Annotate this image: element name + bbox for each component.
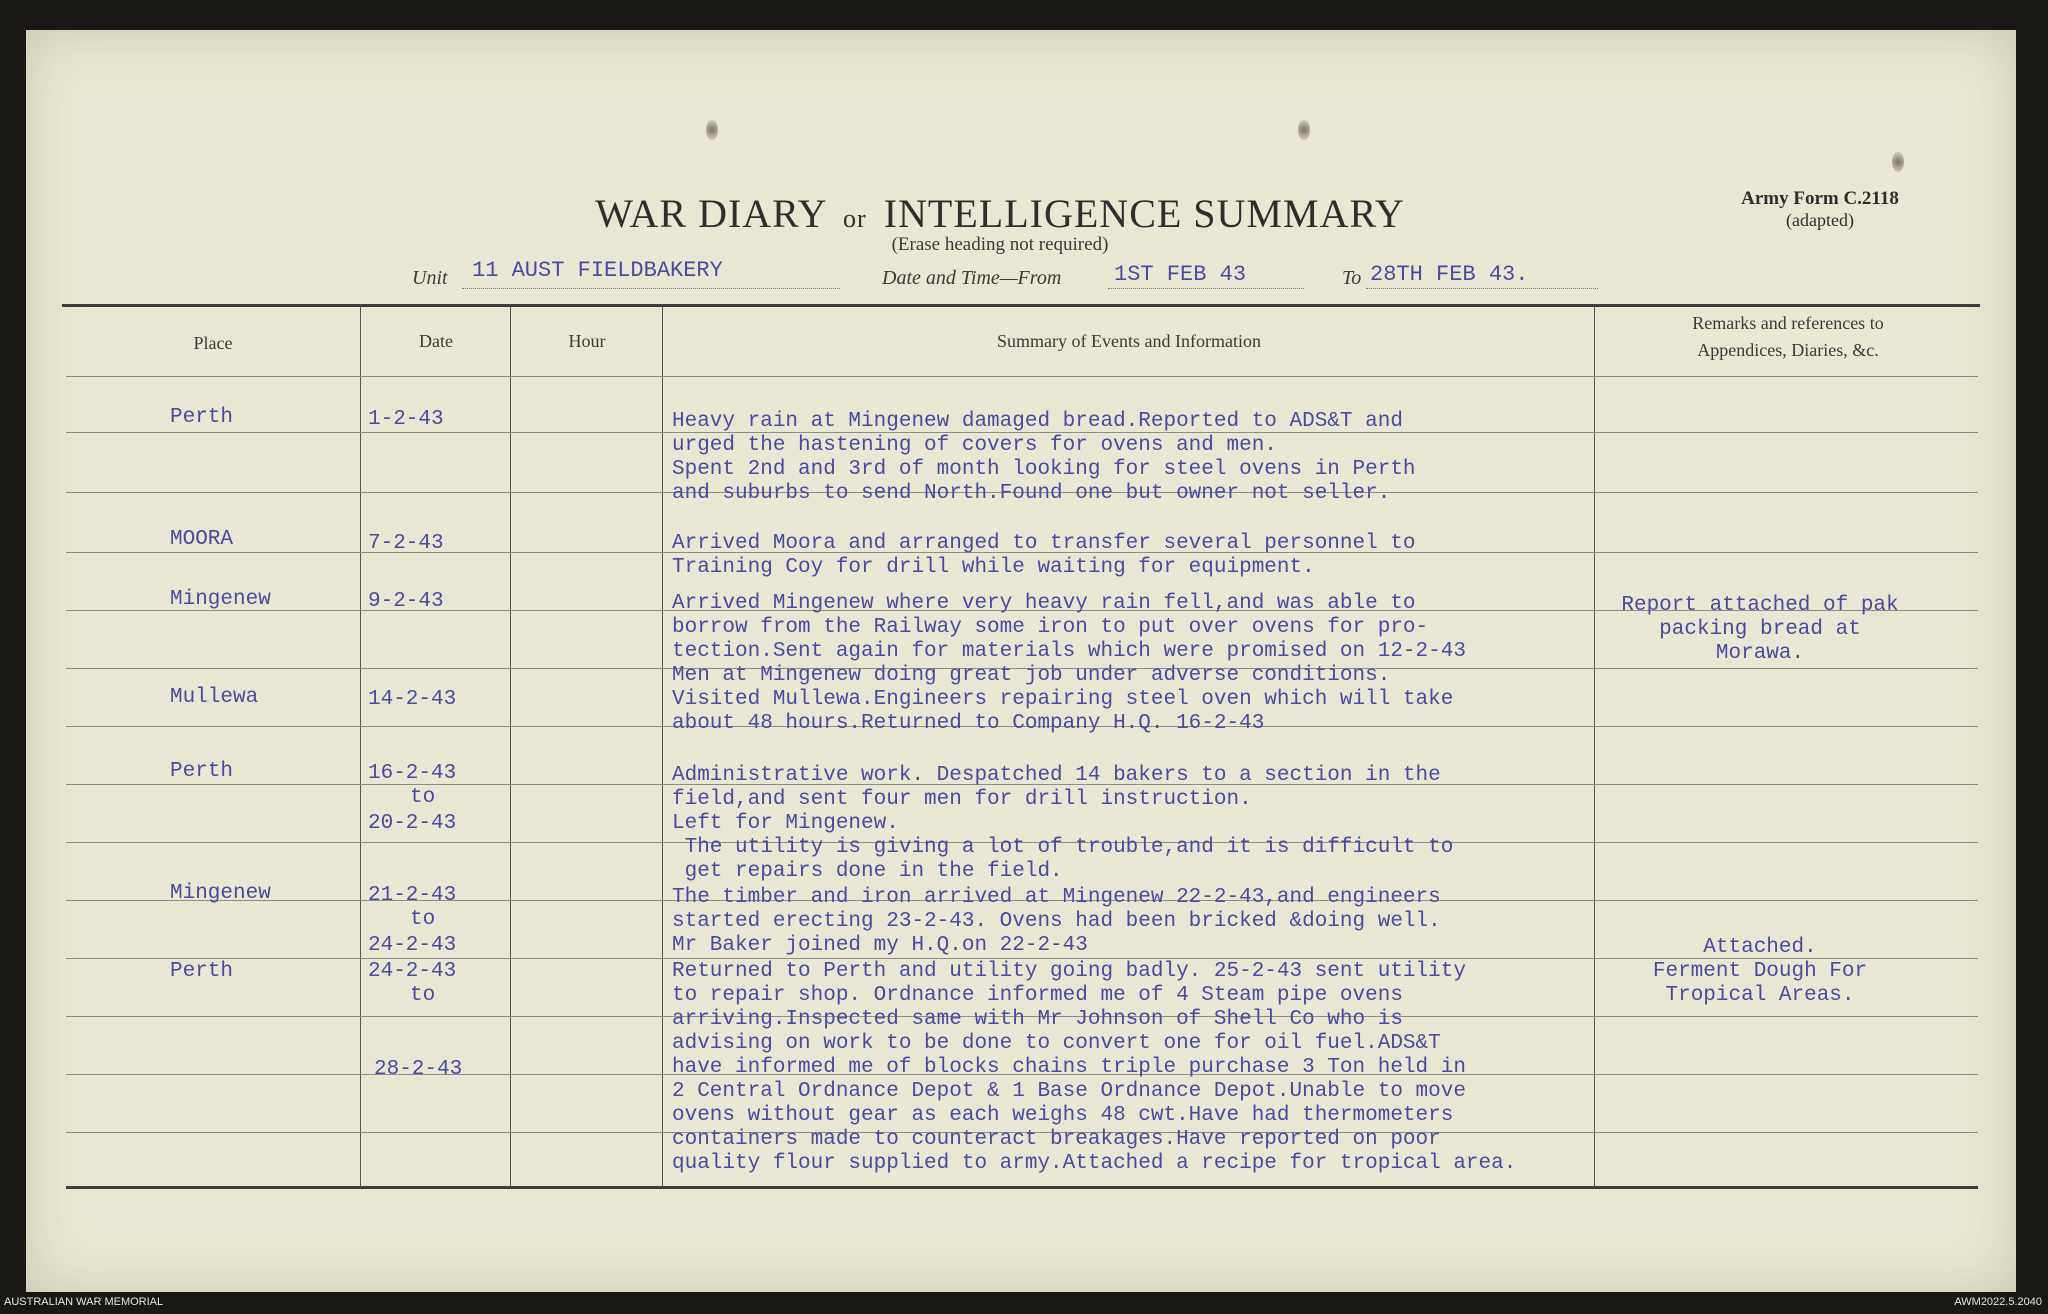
column-divider (510, 305, 511, 1187)
summary-line: arriving.Inspected same with Mr Johnson of Shell Co who is (672, 1008, 1403, 1031)
date-entry: to (410, 984, 436, 1007)
date-from-value: 1ST FEB 43 (1114, 262, 1247, 287)
punch-hole (1892, 152, 1904, 172)
date-to-underline (1366, 288, 1598, 289)
summary-line: started erecting 23-2-43. Ovens had been bricked &doing well. (672, 910, 1441, 933)
date-entry: to (410, 908, 436, 931)
place-entry: Perth (170, 406, 234, 429)
summary-line: to repair shop. Ordnance informed me of 4 Steam pipe ovens (672, 984, 1403, 1007)
date-to-label: To (1342, 267, 1362, 289)
remark-line: Morawa. (1715, 642, 1805, 665)
date-entry: 28-2-43 (374, 1058, 463, 1081)
table-bottom-rule (66, 1186, 1978, 1189)
date-entry: 16-2-43 (368, 762, 457, 785)
date-from-underline (1108, 288, 1304, 289)
title-intelligence-summary: INTELLIGENCE SUMMARY (883, 191, 1405, 236)
army-form-label: Army Form C.2118 (1741, 188, 1899, 209)
summary-line: and suburbs to send North.Found one but owner not seller. (672, 482, 1391, 505)
summary-line: The utility is giving a lot of trouble,and it is difficult to (672, 836, 1454, 859)
summary-line: The timber and iron arrived at Mingenew 22-2-43,and engineers (672, 886, 1441, 909)
summary-line: Mr Baker joined my H.Q.on 22-2-43 (672, 934, 1088, 957)
place-entry: Mingenew (170, 588, 271, 611)
date-entry: 7-2-43 (368, 532, 444, 555)
date-entry: 24-2-43 (368, 934, 457, 957)
header-hour: Hour (568, 331, 606, 351)
unit-underline (462, 288, 840, 289)
header-remarks-line1: Remarks and references to (1692, 313, 1884, 333)
place-entry: Perth (170, 760, 234, 783)
punch-hole (706, 120, 718, 140)
summary-line: Men at Mingenew doing great job under adverse conditions. (672, 664, 1391, 687)
summary-line: Arrived Mingenew where very heavy rain fell,and was able to (672, 592, 1416, 615)
header-date: Date (419, 331, 453, 351)
summary-line: 2 Central Ordnance Depot & 1 Base Ordnance Depot.Unable to move (672, 1080, 1466, 1103)
summary-line: advising on work to be done to convert one for oil fuel.ADS&T (672, 1032, 1441, 1055)
archive-caption: AUSTRALIAN WAR MEMORIAL (4, 1296, 164, 1308)
summary-line: Administrative work. Despatched 14 bakers to a section in the (672, 764, 1441, 787)
summary-line: quality flour supplied to army.Attached a recipe for tropical area. (672, 1152, 1517, 1175)
remark-line: Attached. (1703, 936, 1817, 959)
date-entry: 1-2-43 (368, 408, 444, 431)
header-remarks-line2: Appendices, Diaries, &c. (1697, 340, 1879, 360)
summary-line: Visited Mullewa.Engineers repairing steel oven which will take (672, 688, 1454, 711)
remark-line: Tropical Areas. (1665, 984, 1855, 1007)
unit-value: 11 AUST FIELDBAKERY (472, 258, 723, 283)
table-top-rule (62, 304, 1980, 307)
summary-line: field,and sent four men for drill instruction. (672, 788, 1252, 811)
summary-line: Left for Mingenew. (672, 812, 899, 835)
summary-line: containers made to counteract breakages.Have reported on poor (672, 1128, 1441, 1151)
summary-line: get repairs done in the field. (672, 860, 1063, 883)
place-entry: Mingenew (170, 882, 271, 905)
summary-line: tection.Sent again for materials which were promised on 12-2-43 (672, 640, 1466, 663)
title-or: or (843, 204, 867, 233)
column-divider (662, 305, 663, 1187)
form-subtitle: (Erase heading not required) (891, 234, 1109, 255)
army-form-adapted: (adapted) (1786, 210, 1854, 230)
summary-line: ovens without gear as each weighs 48 cwt.Have had thermometers (672, 1104, 1454, 1127)
punch-hole (1298, 120, 1310, 140)
summary-line: have informed me of blocks chains triple purchase 3 Ton held in (672, 1056, 1466, 1079)
ruled-line (66, 376, 1978, 377)
archive-reference: AWM2022.5.2040 (1954, 1296, 2042, 1308)
column-divider (1594, 305, 1595, 1187)
summary-line: Heavy rain at Mingenew damaged bread.Reported to ADS&T and (672, 410, 1403, 433)
unit-label: Unit (412, 267, 448, 289)
date-to-value: 28TH FEB 43. (1370, 262, 1529, 287)
place-entry: Mullewa (170, 686, 259, 709)
place-entry: Perth (170, 960, 234, 983)
remark-line: Report attached of pak (1621, 594, 1899, 617)
date-entry: to (410, 786, 436, 809)
summary-line: Training Coy for drill while waiting for equipment. (672, 556, 1315, 579)
date-entry: 24-2-43 (368, 960, 457, 983)
title-war-diary: WAR DIARY (595, 191, 827, 236)
date-from-label: Date and Time—From (882, 267, 1062, 289)
remark-line: packing bread at (1659, 618, 1861, 641)
column-divider (360, 305, 361, 1187)
summary-line: about 48 hours.Returned to Company H.Q. 16-2-43 (672, 712, 1265, 735)
date-entry: 21-2-43 (368, 884, 457, 907)
summary-line: Arrived Moora and arranged to transfer several personnel to (672, 532, 1416, 555)
summary-line: urged the hastening of covers for ovens and men. (672, 434, 1277, 457)
army-form-number (1690, 188, 1950, 231)
header-summary: Summary of Events and Information (997, 331, 1261, 351)
date-entry: 20-2-43 (368, 812, 457, 835)
summary-line: Returned to Perth and utility going badly. 25-2-43 sent utility (672, 960, 1466, 983)
header-place: Place (193, 333, 233, 353)
remark-line: Ferment Dough For (1652, 960, 1868, 983)
summary-line: borrow from the Railway some iron to put over ovens for pro- (672, 616, 1429, 639)
place-entry: MOORA (170, 528, 234, 551)
summary-line: Spent 2nd and 3rd of month looking for steel ovens in Perth (672, 458, 1416, 481)
date-entry: 14-2-43 (368, 688, 457, 711)
date-entry: 9-2-43 (368, 590, 444, 613)
